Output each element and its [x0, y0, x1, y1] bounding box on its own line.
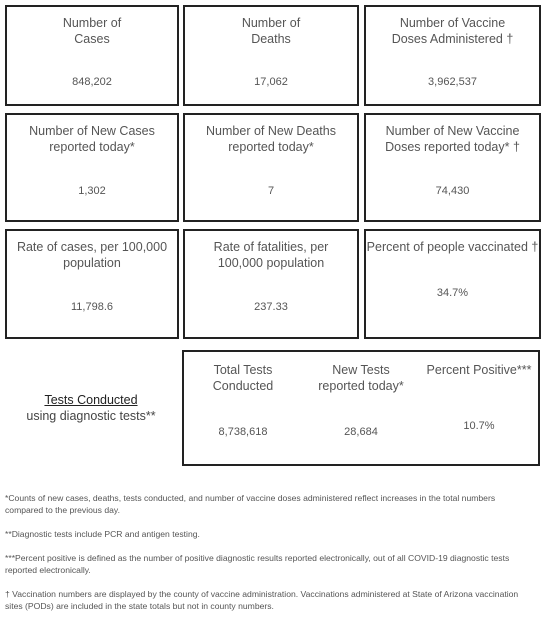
deaths-label: Number of Deaths	[241, 16, 301, 46]
vaccine-doses-card	[364, 5, 541, 106]
tests-heading	[0, 392, 182, 424]
fatality-rate-card	[183, 229, 359, 339]
percent-positive-value: 10.7%	[463, 420, 495, 432]
new-deaths-value: 7	[267, 185, 275, 197]
tests-panel	[182, 350, 540, 466]
new-cases-card	[5, 113, 179, 222]
new-deaths-card	[183, 113, 359, 222]
new-tests-label: New Tests reported today*	[318, 363, 404, 393]
total-tests-value: 8,738,618	[218, 426, 268, 438]
case-rate-value: 11,798.6	[70, 301, 113, 313]
percent-vaccinated-card	[364, 229, 541, 339]
percent-positive-label: Percent Positive***	[426, 363, 532, 377]
case-rate-label: Rate of cases, per 100,000 population	[16, 240, 168, 270]
footnotes	[5, 492, 535, 624]
footnote-vaccination: † Vaccination numbers are displayed by the county of vaccine administration. Vaccinations administered at State of Arizona vaccination sites (PODs) are included in the state totals but not in county numbers.	[5, 589, 519, 611]
percent-positive-column	[420, 352, 538, 464]
tests-subtitle: using diagnostic tests**	[26, 409, 156, 423]
new-tests-column	[302, 352, 420, 464]
new-cases-label: Number of New Cases reported today*	[29, 124, 155, 154]
total-tests-column	[184, 352, 302, 464]
vaccine-doses-value: 3,962,537	[428, 76, 477, 88]
footnote-percent-positive: ***Percent positive is defined as the number of positive diagnostic results reported electronically, out of all COVID-19 diagnostic tests reported electronically.	[5, 553, 510, 575]
deaths-card	[183, 5, 359, 106]
cases-card	[5, 5, 179, 106]
case-rate-card	[5, 229, 179, 339]
percent-vaccinated-value: 34.7%	[436, 287, 469, 299]
new-tests-value: 28,684	[344, 426, 378, 438]
new-vaccine-doses-label: Number of New Vaccine Doses reported today* †	[385, 124, 520, 154]
cases-value: 848,202	[72, 76, 112, 88]
footnote-diagnostic-tests: **Diagnostic tests include PCR and antigen testing.	[5, 529, 200, 539]
footnote-new-counts: *Counts of new cases, deaths, tests conducted, and number of vaccine doses administered reflect increases in the total numbers compared to the previous day.	[5, 493, 496, 515]
new-vaccine-doses-card	[364, 113, 541, 222]
new-cases-value: 1,302	[78, 185, 106, 197]
new-deaths-label: Number of New Deaths reported today*	[206, 124, 336, 154]
percent-vaccinated-label: Percent of people vaccinated †	[366, 240, 539, 254]
tests-title: Tests Conducted	[44, 393, 138, 407]
vaccine-doses-label: Number of Vaccine Doses Administered †	[391, 16, 514, 46]
cases-label: Number of Cases	[62, 16, 122, 46]
fatality-rate-value: 237.33	[254, 301, 288, 313]
total-tests-label: Total Tests Conducted	[212, 363, 274, 393]
fatality-rate-label: Rate of fatalities, per 100,000 population	[213, 240, 329, 270]
deaths-value: 17,062	[254, 76, 288, 88]
new-vaccine-doses-value: 74,430	[435, 185, 470, 197]
